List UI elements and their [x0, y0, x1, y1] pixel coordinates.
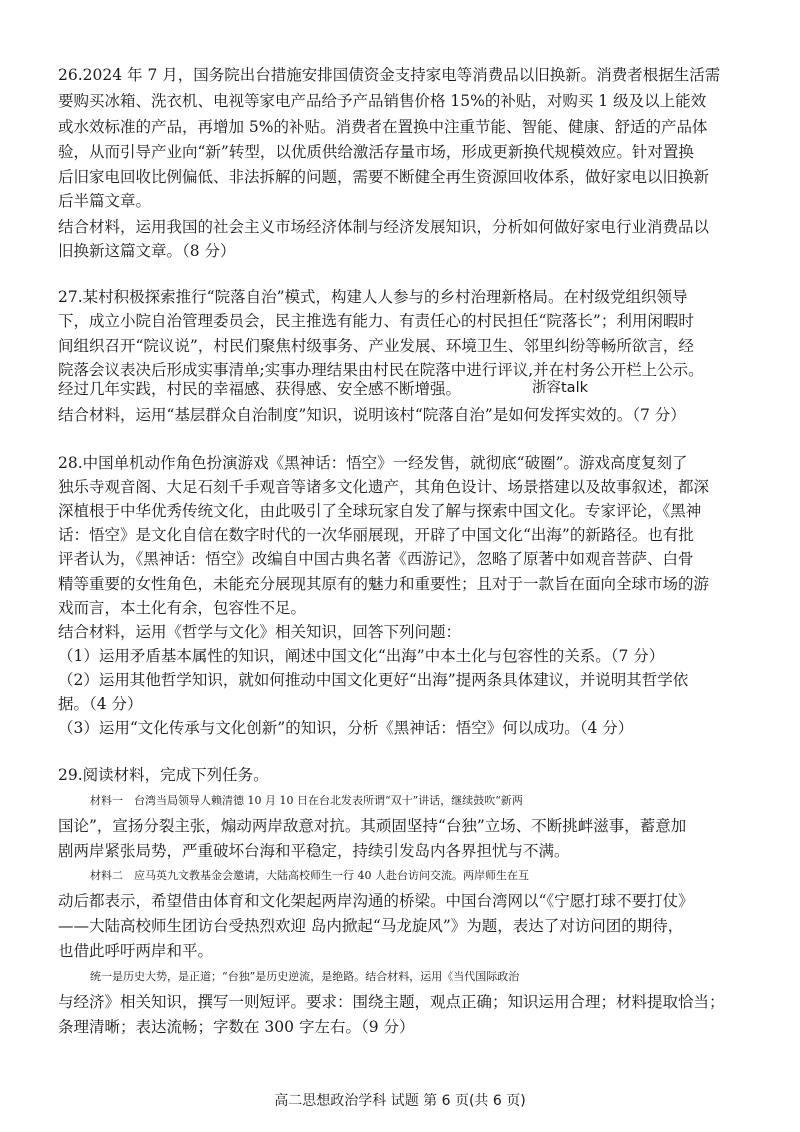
q28-subquestion-2-cont: 据。（4 分） — [58, 695, 143, 713]
q29-task-line: 与经济》相关知识，撰写一则短评。要求：围绕主题，观点正确；知识运用合理；材料提取恰当； — [58, 993, 725, 1011]
q29-task-line: 条理清晰；表达流畅；字数在 300 字左右。（9 分） — [58, 1018, 415, 1036]
q27-line: 27.某村积极探索推行“院落自治”模式，构建人人参与的乡村治理新格局。在村级党组织领导 — [58, 288, 688, 306]
q28-line: 深植根于中华优秀传统文化，由此吸引了全球玩家自发了解与探索中国文化。专家评论，《黑神 — [58, 502, 702, 520]
q28-line: 精等重要的女性角色，未能充分展现其原有的魅力和重要性；且对于一款旨在面向全球市场的游 — [58, 575, 710, 593]
q29-material-2: 材料二 应马英九文教基金会邀请，大陆高校师生一行 40 人赴台访问交流。两岸师生在互 — [90, 869, 529, 882]
q26-line: 后旧家电回收比例偏低、非法拆解的问题，需要不断健全再生资源回收体系，做好家电以旧换新 — [58, 168, 710, 186]
q28-subquestion-1: （1）运用矛盾基本属性的知识，阐述中国文化“出海”中本土化与包容性的关系。（7 分） — [58, 647, 665, 665]
q29-material-1-line: 剧两岸紧张局势，严重破坏台海和平稳定，持续引发岛内各界担忧与不满。 — [58, 842, 570, 860]
q26-line: 26.2024 年 7 月，国务院出台措施安排国债资金支持家电等消费品以旧换新。消费者根据生活需 — [58, 66, 721, 84]
q29-material-2-line: 也借此呼吁两岸和平。 — [58, 942, 214, 960]
q29-material-1-line: 国论”，宣扬分裂主张，煽动两岸敌意对抗。其顽固坚持“台独”立场、不断挑衅滋事，蓄意加 — [58, 817, 687, 835]
q28-line: 话：悟空》是文化自信在数字时代的一次华丽展现，开辟了中国文化“出海”的新路径。也有批 — [58, 526, 694, 544]
q26-question: 结合材料，运用我国的社会主义市场经济体制与经济发展知识，分析如何做好家电行业消费品以 — [58, 218, 710, 236]
q28-line: 戏而言，本土化有余，包容性不足。 — [58, 599, 307, 617]
q27-line: 经过几年实践，村民的幸福感、获得感、安全感不断增强。 — [58, 380, 462, 398]
q27-line: 院落会议表决后形成实事清单;实事办理结果由村民在院落中进行评议,并在村务公开栏上公示。 — [58, 361, 704, 379]
q29-material-1: 材料一 台湾当局领导人赖清德 10 月 10 日在台北发表所谓“双十”讲话，继续鼓吹“新两 — [90, 794, 523, 807]
q29-task: 统一是历史大势，是正道；“台独”是历史逆流，是绝路。结合材料，运用《当代国际政治 — [90, 970, 520, 983]
q27-question: 结合材料，运用“基层群众自治制度”知识，说明该村“院落自治”是如何发挥实效的。（7 分） — [58, 406, 686, 424]
q27-line: 下，成立小院自治管理委员会，民主推选有能力、有责任心的村民担任“院落长”；利用闲暇时 — [58, 312, 694, 330]
q28-line: 独乐寺观音阁、大足石刻千手观音等诸多文化遗产，其角色设计、场景搭建以及故事叙述，都深 — [58, 478, 710, 496]
q28-subquestion-2: （2）运用其他哲学知识，就如何推动中国文化更好“出海”提两条具体建议，并说明其哲学依 — [58, 671, 689, 689]
q28-line: 评者认为，《黑神话：悟空》改编自中国古典名著《西游记》，忽略了原著中如观音菩萨、白骨 — [58, 550, 694, 568]
watermark-tag: 浙容talk — [532, 380, 588, 396]
q26-question: 旧换新这篇文章。（8 分） — [58, 242, 236, 260]
q28-instruction: 结合材料，运用《哲学与文化》相关知识，回答下列问题： — [58, 623, 462, 641]
q26-line: 验，从而引导产业向“新”转型，以优质供给激活存量市场，形成更新换代规模效应。针对置换 — [58, 143, 694, 161]
page-footer: 高二思想政治学科 试题 第 6 页(共 6 页) — [274, 1093, 526, 1109]
q28-line: 28.中国单机动作角色扮演游戏《黑神话：悟空》一经发售，就彻底“破圈”。游戏高度复刻了 — [58, 454, 688, 472]
q27-line: 间组织召开“院议说”，村民们聚焦村级事务、产业发展、环境卫生、邻里纠纷等畅所欲言，经 — [58, 337, 694, 355]
q26-line: 要购买冰箱、洗衣机、电视等家电产品给予产品销售价格 15%的补贴，对购买 1 级及以上能效 — [58, 92, 707, 110]
q26-line: 或水效标准的产品，再增加 5%的补贴。消费者在置换中注重节能、智能、健康、舒适的产品体 — [58, 118, 708, 136]
q28-subquestion-3: （3）运用“文化传承与文化创新”的知识，分析《黑神话：悟空》何以成功。（4 分） — [58, 719, 634, 737]
q29-material-2-line: ——大陆高校师生团访台受热烈欢迎 岛内掀起“马龙旋风”》为题，表达了对访问团的期待， — [58, 917, 684, 935]
q29-material-2-line: 动后都表示，希望借由体育和文化架起两岸沟通的桥梁。中国台湾网以“《宁愿打球不要打仗》 — [58, 892, 694, 910]
q26-line: 后半篇文章。 — [58, 192, 152, 210]
q29-heading: 29.阅读材料，完成下列任务。 — [58, 766, 269, 784]
